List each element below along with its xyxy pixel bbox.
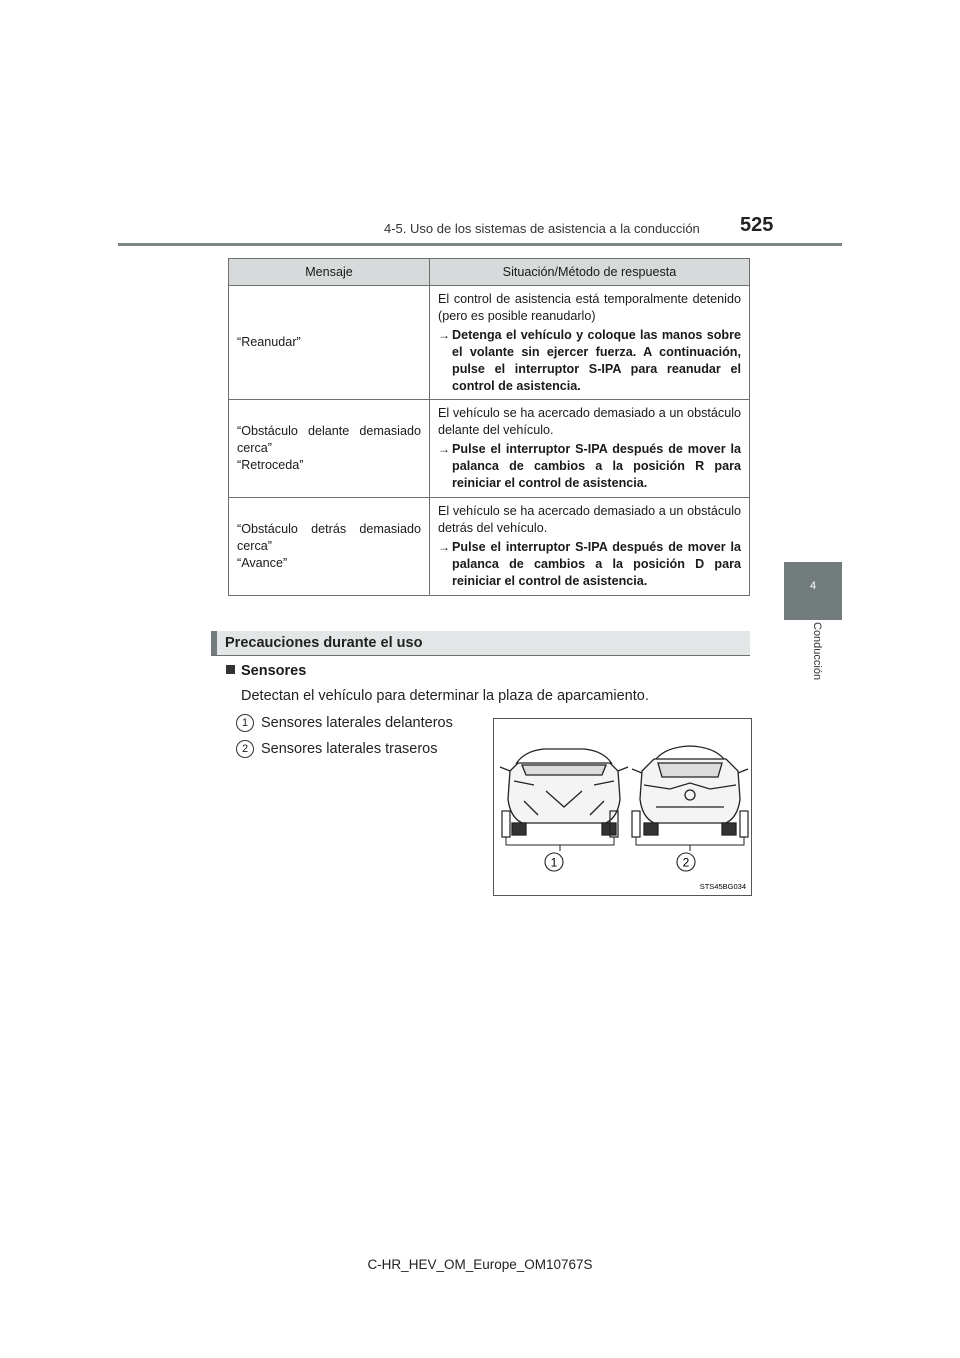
message-cell	[229, 498, 430, 596]
action-text: Pulse el interruptor S-IPA después de mover la palanca de cambios a la posición D para reiniciar el control de asistencia.	[452, 540, 741, 588]
document-footer: C-HR_HEV_OM_Europe_OM10767S	[367, 1257, 593, 1272]
body-paragraph: Detectan el vehículo para determinar la plaza de aparcamiento.	[241, 688, 649, 704]
action-text: Detenga el vehículo y coloque las manos sobre el volante sin ejercer fuerza. A continuación, pulse el interruptor S-IPA para reanudar el control de asistencia.	[452, 327, 741, 393]
rear-car-icon	[632, 746, 748, 835]
situation-text: El vehículo se ha acercado demasiado a un obstáculo detrás del vehículo.	[438, 504, 741, 535]
arrow-icon: →	[438, 442, 450, 456]
sensor-figure	[493, 718, 752, 896]
message-text: “Obstáculo detrás demasiado cerca”	[237, 522, 421, 553]
list-item	[236, 714, 453, 732]
table-row	[229, 400, 750, 498]
front-car-icon	[500, 749, 628, 835]
column-header-message: Mensaje	[229, 259, 430, 286]
list-item	[236, 740, 438, 758]
front-left-sensor-zone	[502, 811, 510, 837]
car-sensors-illustration	[494, 719, 751, 895]
page-number: 525	[740, 214, 774, 236]
message-cell	[229, 286, 430, 400]
table-header-row	[229, 259, 750, 286]
figure-callout-2: 2	[682, 855, 690, 870]
message-text: “Avance”	[237, 556, 288, 570]
table-row	[229, 498, 750, 596]
callout-number: 1	[236, 714, 254, 732]
chapter-number: 4	[809, 580, 817, 592]
section-band-accent	[211, 631, 217, 655]
chapter-label: Conducción	[811, 622, 823, 681]
situation-text: El vehículo se ha acercado demasiado a un obstáculo delante del vehículo.	[438, 406, 741, 437]
section-title: Precauciones durante el uso	[225, 635, 423, 651]
situation-cell	[430, 400, 750, 498]
action-text: Pulse el interruptor S-IPA después de mover la palanca de cambios a la posición R para reiniciar el control de asistencia.	[452, 442, 741, 490]
figure-code: STS45BG034	[699, 882, 746, 891]
subheading	[226, 663, 306, 679]
arrow-icon: →	[438, 327, 450, 342]
message-text: “Retroceda”	[237, 458, 304, 472]
table-row	[229, 286, 750, 400]
message-text: “Obstáculo delante demasiado cerca”	[237, 424, 421, 455]
message-cell	[229, 400, 430, 498]
header-divider	[118, 243, 842, 246]
rear-left-sensor-zone	[632, 811, 640, 837]
rear-right-sensor-zone	[740, 811, 748, 837]
list-item-label: Sensores laterales delanteros	[261, 715, 453, 731]
situation-cell	[430, 498, 750, 596]
subheading-text: Sensores	[241, 663, 307, 679]
square-bullet-icon	[226, 665, 235, 674]
list-item-label: Sensores laterales traseros	[261, 741, 438, 757]
situation-cell	[430, 286, 750, 400]
figure-callout-1: 1	[550, 855, 558, 870]
callout-number: 2	[236, 740, 254, 758]
message-table	[228, 258, 750, 596]
message-text: “Reanudar”	[237, 335, 301, 349]
situation-text: El control de asistencia está temporalmente detenido (pero es posible reanudarlo)	[438, 291, 741, 323]
chapter-tab[interactable]	[784, 562, 842, 620]
header-section-title: 4-5. Uso de los sistemas de asistencia a la conducción	[384, 221, 700, 236]
section-band	[211, 631, 750, 656]
arrow-icon: →	[438, 540, 450, 554]
column-header-situation: Situación/Método de respuesta	[430, 259, 750, 286]
